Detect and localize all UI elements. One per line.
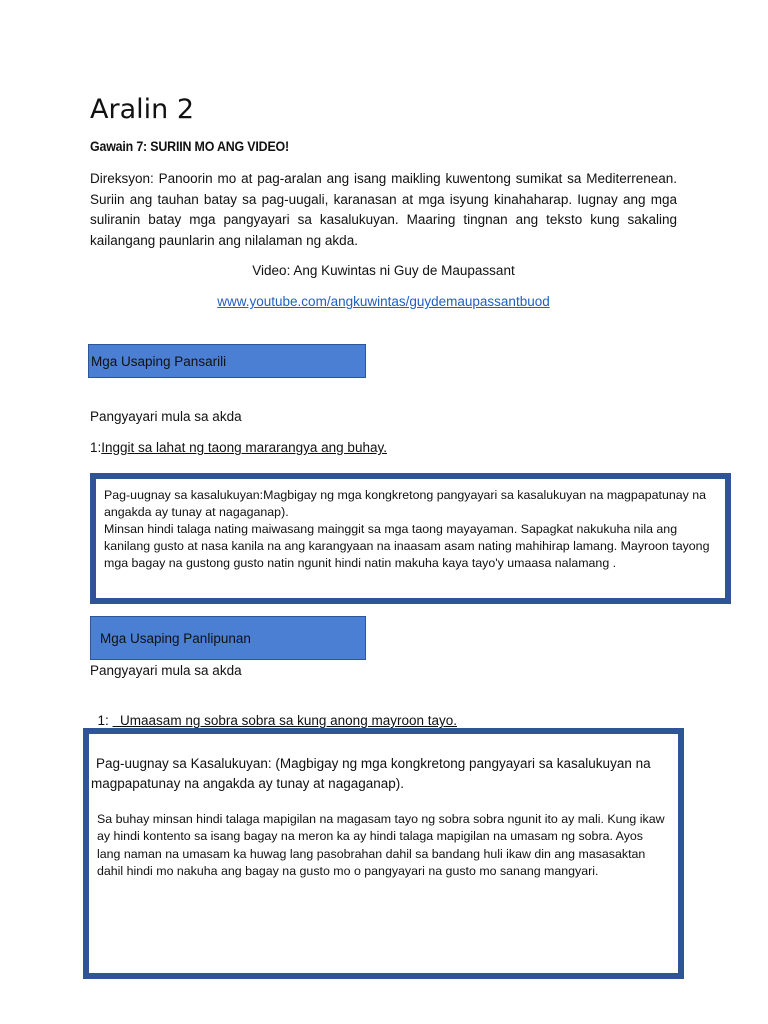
event-text: Inggit sa lahat ng taong mararangya ang buhay. — [101, 440, 387, 455]
event-item — [90, 438, 387, 458]
answer-box-panlipunan — [83, 728, 684, 979]
answer-box-pansarili — [90, 473, 731, 604]
section-heading-pansarili — [88, 344, 366, 378]
instructions-paragraph: Direksyon: Panoorin mo at pag-aralan ang isang maikling kuwentong sumikat sa Mediterrenean. Suriin ang tauhan batay sa pag-uugali, karanasan at mga isyung kinahaharap. Iugnay ang mga suliranin batay mga pangyayari sa kasalukuyan. Maaring tingnan ang teksto kung sakaling kailangang paunlarin ang nilalaman ng akda. — [90, 171, 677, 248]
event-number: 1: — [97, 713, 109, 728]
box-prompt: Pag-uugnay sa kasalukuyan:Magbigay ng mga kongkretong pangyayari sa kasalukuyan na magpapatunay na angakda ay tunay at nagaganap). — [104, 488, 707, 519]
activity-title: Gawain 7: SURIIN MO ANG VIDEO! — [90, 139, 289, 154]
section-heading-panlipunan — [90, 616, 366, 660]
video-label: Video: Ang Kuwintas ni Guy de Maupassant — [252, 263, 515, 278]
box-answer: Minsan hindi talaga nating maiwasang mainggit sa mga taong mayayaman. Sapagkat nakukuha nila ang kanilang gusto at nasa kanila na ang karangyaan na inaasam asam nating mahihirap lamang. Mayroon tayong mga bagay na gustong gusto natin ngunit hindi natin makuha kaya tayo'y umaasa nalamang . — [104, 522, 710, 570]
event-number: 1: — [90, 440, 102, 455]
video-link[interactable]: www.youtube.com/angkuwintas/guydemaupassantbuod — [217, 294, 550, 309]
box-answer: Sa buhay minsan hindi talaga mapigilan na magasam tayo ng sobra sobra ngunit ito ay mali. Kung ikaw ay hindi kontento sa isang bagay na meron ka ay hindi talaga mapigilan na umasam ng sobra. Ayos lang naman na umasam ka huwag lang pasobrahan dahil sa bandang huli ikaw din ang masasaktan dahil hindi mo nakuha ang bagay na gusto mo o pangyayari na gusto mo sanang mangyari. — [97, 812, 665, 879]
pangyayari-label: Pangyayari mula sa akda — [90, 409, 242, 424]
box-prompt: Pag-uugnay sa Kasalukuyan: (Magbigay ng mga kongkretong pangyayari sa kasalukuyan na magpapatunay na angakda ay tunay at nagaganap). — [91, 756, 651, 791]
page-title: Aralin 2 — [90, 94, 194, 125]
event-item — [90, 691, 457, 731]
section-heading-label: Mga Usaping Panlipunan — [100, 630, 251, 646]
section-heading-label: Mga Usaping Pansarili — [91, 353, 227, 369]
event-text: Umaasam ng sobra sobra sa kung anong mayroon tayo. — [112, 713, 457, 728]
pangyayari-label: Pangyayari mula sa akda — [90, 663, 242, 678]
